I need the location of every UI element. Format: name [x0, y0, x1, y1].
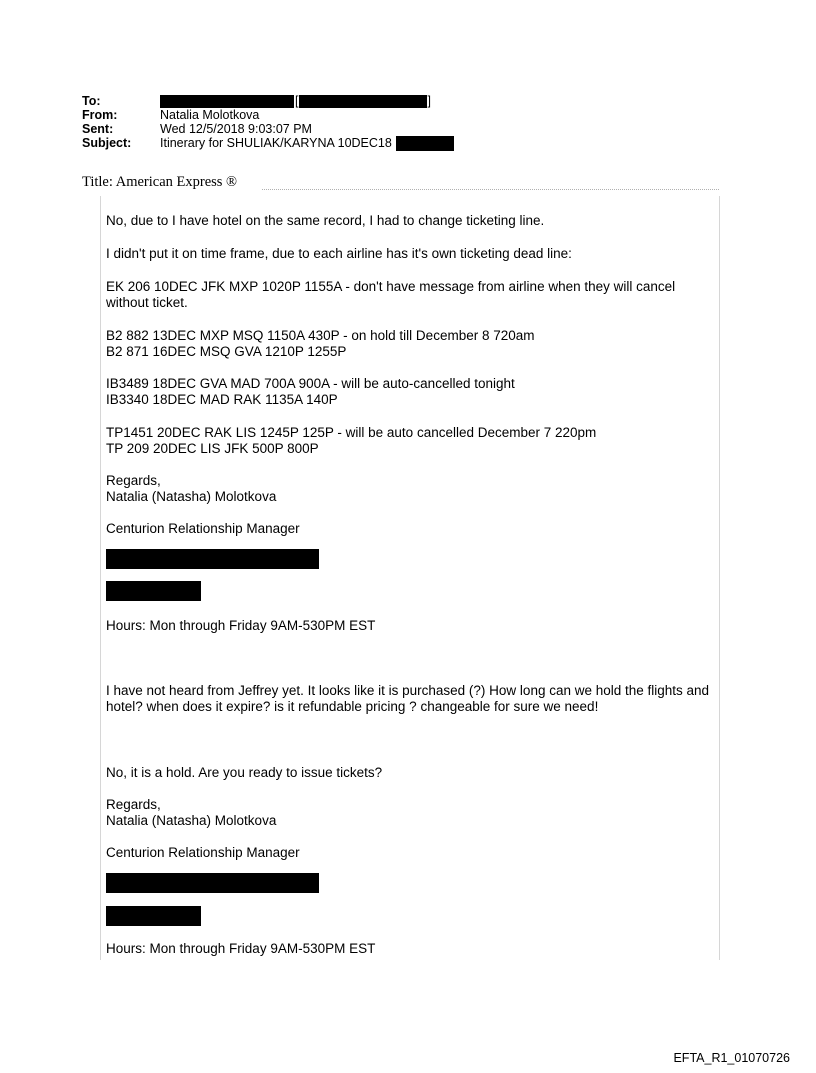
sent-value: Wed 12/5/2018 9:03:07 PM [160, 122, 312, 136]
document-title: Title: American Express ® [82, 174, 238, 190]
redacted-signature-contact [106, 549, 319, 569]
to-open-bracket: [ [295, 94, 299, 108]
to-close-bracket: ] [427, 94, 431, 108]
flight-ib3489: IB3489 18DEC GVA MAD 700A 900A - will be auto-cancelled tonight [106, 376, 515, 391]
subject-label: Subject: [82, 136, 132, 150]
sent-label: Sent: [82, 122, 114, 136]
subject-value: Itinerary for SHULIAK/KARYNA 10DEC18 [160, 136, 392, 150]
from-row [82, 108, 454, 122]
email-header [82, 94, 454, 150]
body-paragraph-deadline: I didn't put it on time frame, due to each airline has it's own ticketing dead line: [106, 246, 572, 261]
redacted-recipient-name [160, 95, 294, 108]
signature-hours: Hours: Mon through Friday 9AM-530PM EST [106, 618, 376, 633]
redacted-signature-contact [106, 873, 319, 893]
flight-ek206: EK 206 10DEC JFK MXP 1020P 1155A - don't have message from airline when they will cancel without ticket. [106, 279, 676, 310]
document-id: EFTA_R1_01070726 [673, 1051, 790, 1065]
sent-row [82, 122, 454, 136]
redacted-signature-phone [106, 906, 201, 926]
signature-regards: Regards, [106, 797, 161, 812]
flight-tp1451: TP1451 20DEC RAK LIS 1245P 125P - will be auto cancelled December 7 220pm [106, 425, 597, 440]
body-paragraph-hotel: No, due to I have hotel on the same record, I had to change ticketing line. [106, 213, 545, 228]
from-label: From: [82, 108, 118, 122]
to-label: To: [82, 94, 101, 108]
to-row [82, 94, 454, 108]
signature-hours: Hours: Mon through Friday 9AM-530PM EST [106, 941, 376, 956]
subject-row [82, 136, 454, 150]
body-paragraph-hold: No, it is a hold. Are you ready to issue tickets? [106, 765, 383, 780]
redacted-recipient-email [299, 95, 427, 108]
signature-name: Natalia (Natasha) Molotkova [106, 489, 277, 504]
flight-b2871: B2 871 16DEC MSQ GVA 1210P 1255P [106, 344, 347, 359]
signature-role: Centurion Relationship Manager [106, 845, 300, 860]
from-value: Natalia Molotkova [160, 108, 260, 122]
body-paragraph-jeffrey: I have not heard from Jeffrey yet. It looks like it is purchased (?) How long can we hold the flights and hotel? when does it expire? is it refundable pricing ? changeable for sure we need! [106, 683, 710, 714]
redacted-subject-reference [396, 136, 454, 151]
redacted-signature-phone [106, 581, 201, 601]
signature-regards: Regards, [106, 473, 161, 488]
title-divider [262, 189, 719, 190]
signature-name: Natalia (Natasha) Molotkova [106, 813, 277, 828]
flight-tp209: TP 209 20DEC LIS JFK 500P 800P [106, 441, 319, 456]
flight-b2882: B2 882 13DEC MXP MSQ 1150A 430P - on hold till December 8 720am [106, 328, 535, 343]
signature-role: Centurion Relationship Manager [106, 521, 300, 536]
flight-ib3340: IB3340 18DEC MAD RAK 1135A 140P [106, 392, 338, 407]
